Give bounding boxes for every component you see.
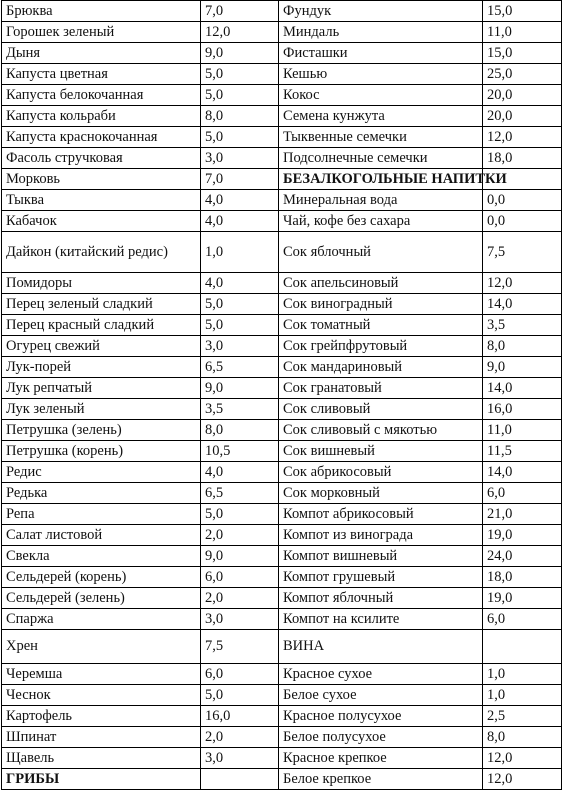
- table-row: [2, 85, 562, 106]
- right-value-cell: 14,0: [483, 378, 562, 399]
- left-item-cell: Капуста краснокочанная: [2, 127, 201, 148]
- right-value-cell: 20,0: [483, 85, 562, 106]
- table-row: [2, 441, 562, 462]
- left-value-cell: 16,0: [201, 706, 279, 727]
- left-item-cell: Шпинат: [2, 727, 201, 748]
- left-value-cell: 7,0: [201, 169, 279, 190]
- left-value-cell: 2,0: [201, 525, 279, 546]
- left-item-cell: Кабачок: [2, 211, 201, 232]
- right-item-cell: Сок виноградный: [279, 294, 483, 315]
- right-value-cell: 19,0: [483, 525, 562, 546]
- left-value-cell: 3,5: [201, 399, 279, 420]
- left-item-cell: Редька: [2, 483, 201, 504]
- left-value-cell: [201, 769, 279, 790]
- left-item-cell: ГРИБЫ: [2, 769, 201, 790]
- right-item-cell: Сок морковный: [279, 483, 483, 504]
- left-value-cell: 5,0: [201, 85, 279, 106]
- left-item-cell: Горошек зеленый: [2, 22, 201, 43]
- right-value-cell: 12,0: [483, 748, 562, 769]
- table-row: [2, 64, 562, 85]
- table-row: [2, 567, 562, 588]
- right-item-cell: Белое полусухое: [279, 727, 483, 748]
- table-row: [2, 630, 562, 664]
- left-value-cell: 7,0: [201, 1, 279, 22]
- table-row: [2, 22, 562, 43]
- left-item-cell: Чеснок: [2, 685, 201, 706]
- right-item-cell: Кокос: [279, 85, 483, 106]
- table-row: [2, 273, 562, 294]
- right-value-cell: 1,0: [483, 685, 562, 706]
- left-item-cell: Дайкон (китайский редис): [2, 232, 201, 273]
- left-value-cell: 6,5: [201, 357, 279, 378]
- right-value-cell: 8,0: [483, 727, 562, 748]
- right-value-cell: 1,0: [483, 664, 562, 685]
- right-value-cell: 18,0: [483, 148, 562, 169]
- right-value-cell: 7,5: [483, 232, 562, 273]
- left-value-cell: 4,0: [201, 462, 279, 483]
- right-value-cell: 0,0: [483, 211, 562, 232]
- left-value-cell: 8,0: [201, 420, 279, 441]
- table-row: [2, 43, 562, 64]
- right-value-cell: 14,0: [483, 294, 562, 315]
- right-item-cell: Сок апельсиновый: [279, 273, 483, 294]
- right-value-cell: 16,0: [483, 399, 562, 420]
- right-item-cell: Сок абрикосовый: [279, 462, 483, 483]
- table-row: [2, 706, 562, 727]
- left-value-cell: 2,0: [201, 727, 279, 748]
- right-value-cell: 24,0: [483, 546, 562, 567]
- right-value-cell: 12,0: [483, 273, 562, 294]
- right-item-cell: Красное полусухое: [279, 706, 483, 727]
- right-value-cell: 6,0: [483, 483, 562, 504]
- left-value-cell: 9,0: [201, 378, 279, 399]
- left-value-cell: 4,0: [201, 190, 279, 211]
- right-value-cell: 9,0: [483, 357, 562, 378]
- left-value-cell: 3,0: [201, 148, 279, 169]
- table-row: [2, 462, 562, 483]
- left-item-cell: Картофель: [2, 706, 201, 727]
- right-item-cell: Компот грушевый: [279, 567, 483, 588]
- right-item-cell: Сок грейпфрутовый: [279, 336, 483, 357]
- right-value-cell: 14,0: [483, 462, 562, 483]
- table-row: [2, 357, 562, 378]
- left-item-cell: Сельдерей (зелень): [2, 588, 201, 609]
- left-item-cell: Петрушка (корень): [2, 441, 201, 462]
- right-item-cell: Компот вишневый: [279, 546, 483, 567]
- left-item-cell: Перец зеленый сладкий: [2, 294, 201, 315]
- right-item-cell: Компот из винограда: [279, 525, 483, 546]
- left-item-cell: Черемша: [2, 664, 201, 685]
- right-item-cell: Компот абрикосовый: [279, 504, 483, 525]
- table-row: [2, 211, 562, 232]
- left-value-cell: 5,0: [201, 294, 279, 315]
- right-item-cell: Миндаль: [279, 22, 483, 43]
- table-row: [2, 420, 562, 441]
- left-item-cell: Лук зеленый: [2, 399, 201, 420]
- left-value-cell: 3,0: [201, 609, 279, 630]
- right-value-cell: 18,0: [483, 567, 562, 588]
- table-row: [2, 232, 562, 273]
- table-row: [2, 546, 562, 567]
- left-value-cell: 5,0: [201, 685, 279, 706]
- table-row: [2, 727, 562, 748]
- left-item-cell: Капуста белокочанная: [2, 85, 201, 106]
- right-value-cell: 25,0: [483, 64, 562, 85]
- left-value-cell: 4,0: [201, 211, 279, 232]
- right-item-cell: Красное сухое: [279, 664, 483, 685]
- left-item-cell: Щавель: [2, 748, 201, 769]
- table-row: [2, 483, 562, 504]
- left-value-cell: 6,5: [201, 483, 279, 504]
- table-row: [2, 190, 562, 211]
- right-value-cell: 15,0: [483, 43, 562, 64]
- right-value-cell: 3,5: [483, 315, 562, 336]
- right-value-cell: 6,0: [483, 609, 562, 630]
- table-row: [2, 525, 562, 546]
- left-value-cell: 5,0: [201, 127, 279, 148]
- right-item-cell: Фисташки: [279, 43, 483, 64]
- left-item-cell: Фасоль стручковая: [2, 148, 201, 169]
- right-item-cell: Сок мандариновый: [279, 357, 483, 378]
- right-item-cell: БЕЗАЛКОГОЛЬНЫЕ НАПИТКИ: [279, 169, 483, 190]
- left-item-cell: Лук репчатый: [2, 378, 201, 399]
- right-item-cell: Минеральная вода: [279, 190, 483, 211]
- left-item-cell: Брюква: [2, 1, 201, 22]
- left-item-cell: Салат листовой: [2, 525, 201, 546]
- right-item-cell: Сок гранатовый: [279, 378, 483, 399]
- table-row: [2, 748, 562, 769]
- left-value-cell: 3,0: [201, 336, 279, 357]
- right-value-cell: 20,0: [483, 106, 562, 127]
- left-item-cell: Перец красный сладкий: [2, 315, 201, 336]
- left-item-cell: Спаржа: [2, 609, 201, 630]
- left-item-cell: Помидоры: [2, 273, 201, 294]
- table-row: [2, 378, 562, 399]
- right-value-cell: 8,0: [483, 336, 562, 357]
- left-value-cell: 5,0: [201, 64, 279, 85]
- right-value-cell: 12,0: [483, 769, 562, 790]
- right-item-cell: Компот на ксилите: [279, 609, 483, 630]
- right-value-cell: 21,0: [483, 504, 562, 525]
- right-value-cell: 19,0: [483, 588, 562, 609]
- right-item-cell: Семена кунжута: [279, 106, 483, 127]
- right-item-cell: Подсолнечные семечки: [279, 148, 483, 169]
- left-item-cell: Морковь: [2, 169, 201, 190]
- table-row: [2, 588, 562, 609]
- right-item-cell: Красное крепкое: [279, 748, 483, 769]
- left-value-cell: 4,0: [201, 273, 279, 294]
- right-item-cell: Фундук: [279, 1, 483, 22]
- right-item-cell: Тыквенные семечки: [279, 127, 483, 148]
- table-row: [2, 609, 562, 630]
- left-item-cell: Капуста цветная: [2, 64, 201, 85]
- table-row: [2, 127, 562, 148]
- table-row: [2, 294, 562, 315]
- right-value-cell: 11,0: [483, 420, 562, 441]
- left-value-cell: 7,5: [201, 630, 279, 664]
- left-item-cell: Свекла: [2, 546, 201, 567]
- left-value-cell: 3,0: [201, 748, 279, 769]
- left-value-cell: 8,0: [201, 106, 279, 127]
- table-row: [2, 504, 562, 525]
- left-item-cell: Огурец свежий: [2, 336, 201, 357]
- table-row: [2, 769, 562, 790]
- right-item-cell: Кешью: [279, 64, 483, 85]
- left-value-cell: 10,5: [201, 441, 279, 462]
- left-item-cell: Редис: [2, 462, 201, 483]
- left-value-cell: 6,0: [201, 567, 279, 588]
- left-value-cell: 6,0: [201, 664, 279, 685]
- right-value-cell: [483, 630, 562, 664]
- left-item-cell: Капуста кольраби: [2, 106, 201, 127]
- right-item-cell: Компот яблочный: [279, 588, 483, 609]
- table-row: [2, 148, 562, 169]
- table-row: [2, 315, 562, 336]
- left-item-cell: Дыня: [2, 43, 201, 64]
- table-row: [2, 336, 562, 357]
- left-item-cell: Хрен: [2, 630, 201, 664]
- right-item-cell: ВИНА: [279, 630, 483, 664]
- right-item-cell: Чай, кофе без сахара: [279, 211, 483, 232]
- left-value-cell: 5,0: [201, 315, 279, 336]
- right-item-cell: Сок сливовый с мякотью: [279, 420, 483, 441]
- nutrition-table: [1, 0, 562, 790]
- right-value-cell: 2,5: [483, 706, 562, 727]
- right-value-cell: 15,0: [483, 1, 562, 22]
- left-item-cell: Тыква: [2, 190, 201, 211]
- table-row: [2, 399, 562, 420]
- right-value-cell: 0,0: [483, 190, 562, 211]
- left-value-cell: 9,0: [201, 546, 279, 567]
- table-row: [2, 169, 562, 190]
- left-value-cell: 1,0: [201, 232, 279, 273]
- table-row: [2, 685, 562, 706]
- table-row: [2, 664, 562, 685]
- table-row: [2, 106, 562, 127]
- right-value-cell: 11,5: [483, 441, 562, 462]
- left-item-cell: Лук-порей: [2, 357, 201, 378]
- left-item-cell: Петрушка (зелень): [2, 420, 201, 441]
- right-item-cell: Белое сухое: [279, 685, 483, 706]
- right-item-cell: Белое крепкое: [279, 769, 483, 790]
- right-value-cell: 11,0: [483, 22, 562, 43]
- table-row: [2, 1, 562, 22]
- right-item-cell: Сок яблочный: [279, 232, 483, 273]
- left-item-cell: Репа: [2, 504, 201, 525]
- left-value-cell: 9,0: [201, 43, 279, 64]
- right-item-cell: Сок сливовый: [279, 399, 483, 420]
- left-value-cell: 12,0: [201, 22, 279, 43]
- left-item-cell: Сельдерей (корень): [2, 567, 201, 588]
- right-item-cell: Сок томатный: [279, 315, 483, 336]
- table-body: [2, 1, 562, 790]
- right-item-cell: Сок вишневый: [279, 441, 483, 462]
- left-value-cell: 2,0: [201, 588, 279, 609]
- left-value-cell: 5,0: [201, 504, 279, 525]
- right-value-cell: 12,0: [483, 127, 562, 148]
